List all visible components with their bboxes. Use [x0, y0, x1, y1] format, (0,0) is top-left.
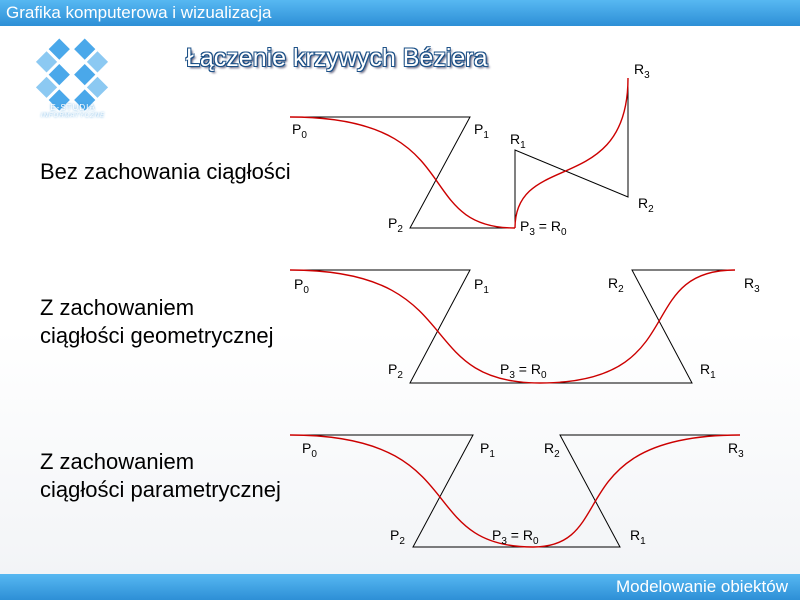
row2-label-p0: $P_0$ — [294, 276, 309, 296]
row3-label-line2: ciągłości parametrycznej — [40, 477, 281, 502]
row3-label-line1: Z zachowaniem — [40, 449, 195, 474]
row1-diagram — [290, 61, 654, 238]
row1-label-p3-r0: $P_3 = R_0$ — [520, 218, 567, 238]
logo-text-estudia: E-STUDIA — [50, 103, 96, 112]
row2-label-line2: ciągłości geometrycznej — [40, 323, 274, 348]
row3-label-p1: $P_1$ — [480, 440, 495, 460]
row1-label: Bez zachowania ciągłości — [40, 159, 291, 184]
row1-label-p1: $P_1$ — [474, 121, 489, 141]
row3-label-p2: $P_2$ — [390, 527, 405, 547]
row2-label-p3-r0: $P_3 = R_0$ — [500, 361, 547, 381]
row1-label-r3: $R_3$ — [634, 61, 650, 81]
course-title: Grafika komputerowa i wizualizacja — [6, 3, 272, 22]
row3-label-r3: $R_3$ — [728, 440, 744, 460]
row3-diagram — [290, 435, 744, 547]
footer-bar — [0, 574, 800, 600]
logo-text-informatyczne: INFORMATYCZNE — [40, 113, 106, 119]
row2-label-r3: $R_3$ — [744, 275, 760, 295]
section-title: Modelowanie obiektów — [616, 577, 788, 596]
row3-label-r1: $R_1$ — [630, 527, 646, 547]
row2-label-r2: $R_2$ — [608, 275, 624, 295]
row1-label-r1: $R_1$ — [510, 131, 526, 151]
row2-label-r1: $R_1$ — [700, 361, 716, 381]
row1-label-r2: $R_2$ — [638, 195, 654, 215]
row2-label-line1: Z zachowaniem — [40, 295, 195, 320]
row3-label-p0: $P_0$ — [302, 440, 317, 460]
row1-control-polygon-r — [515, 78, 628, 228]
row2-label-p1: $P_1$ — [474, 276, 489, 296]
row3-label-p3-r0: $P_3 = R_0$ — [492, 527, 539, 547]
row1-label-p0: $P_0$ — [292, 121, 307, 141]
row2-diagram — [290, 270, 760, 383]
row3-label-r2: $R_2$ — [544, 440, 560, 460]
row1-label-p2: $P_2$ — [388, 215, 403, 235]
row2-label-p2: $P_2$ — [388, 361, 403, 381]
row1-curve-r — [515, 78, 628, 228]
slide-title: Łączenie krzywych Béziera — [186, 44, 488, 72]
